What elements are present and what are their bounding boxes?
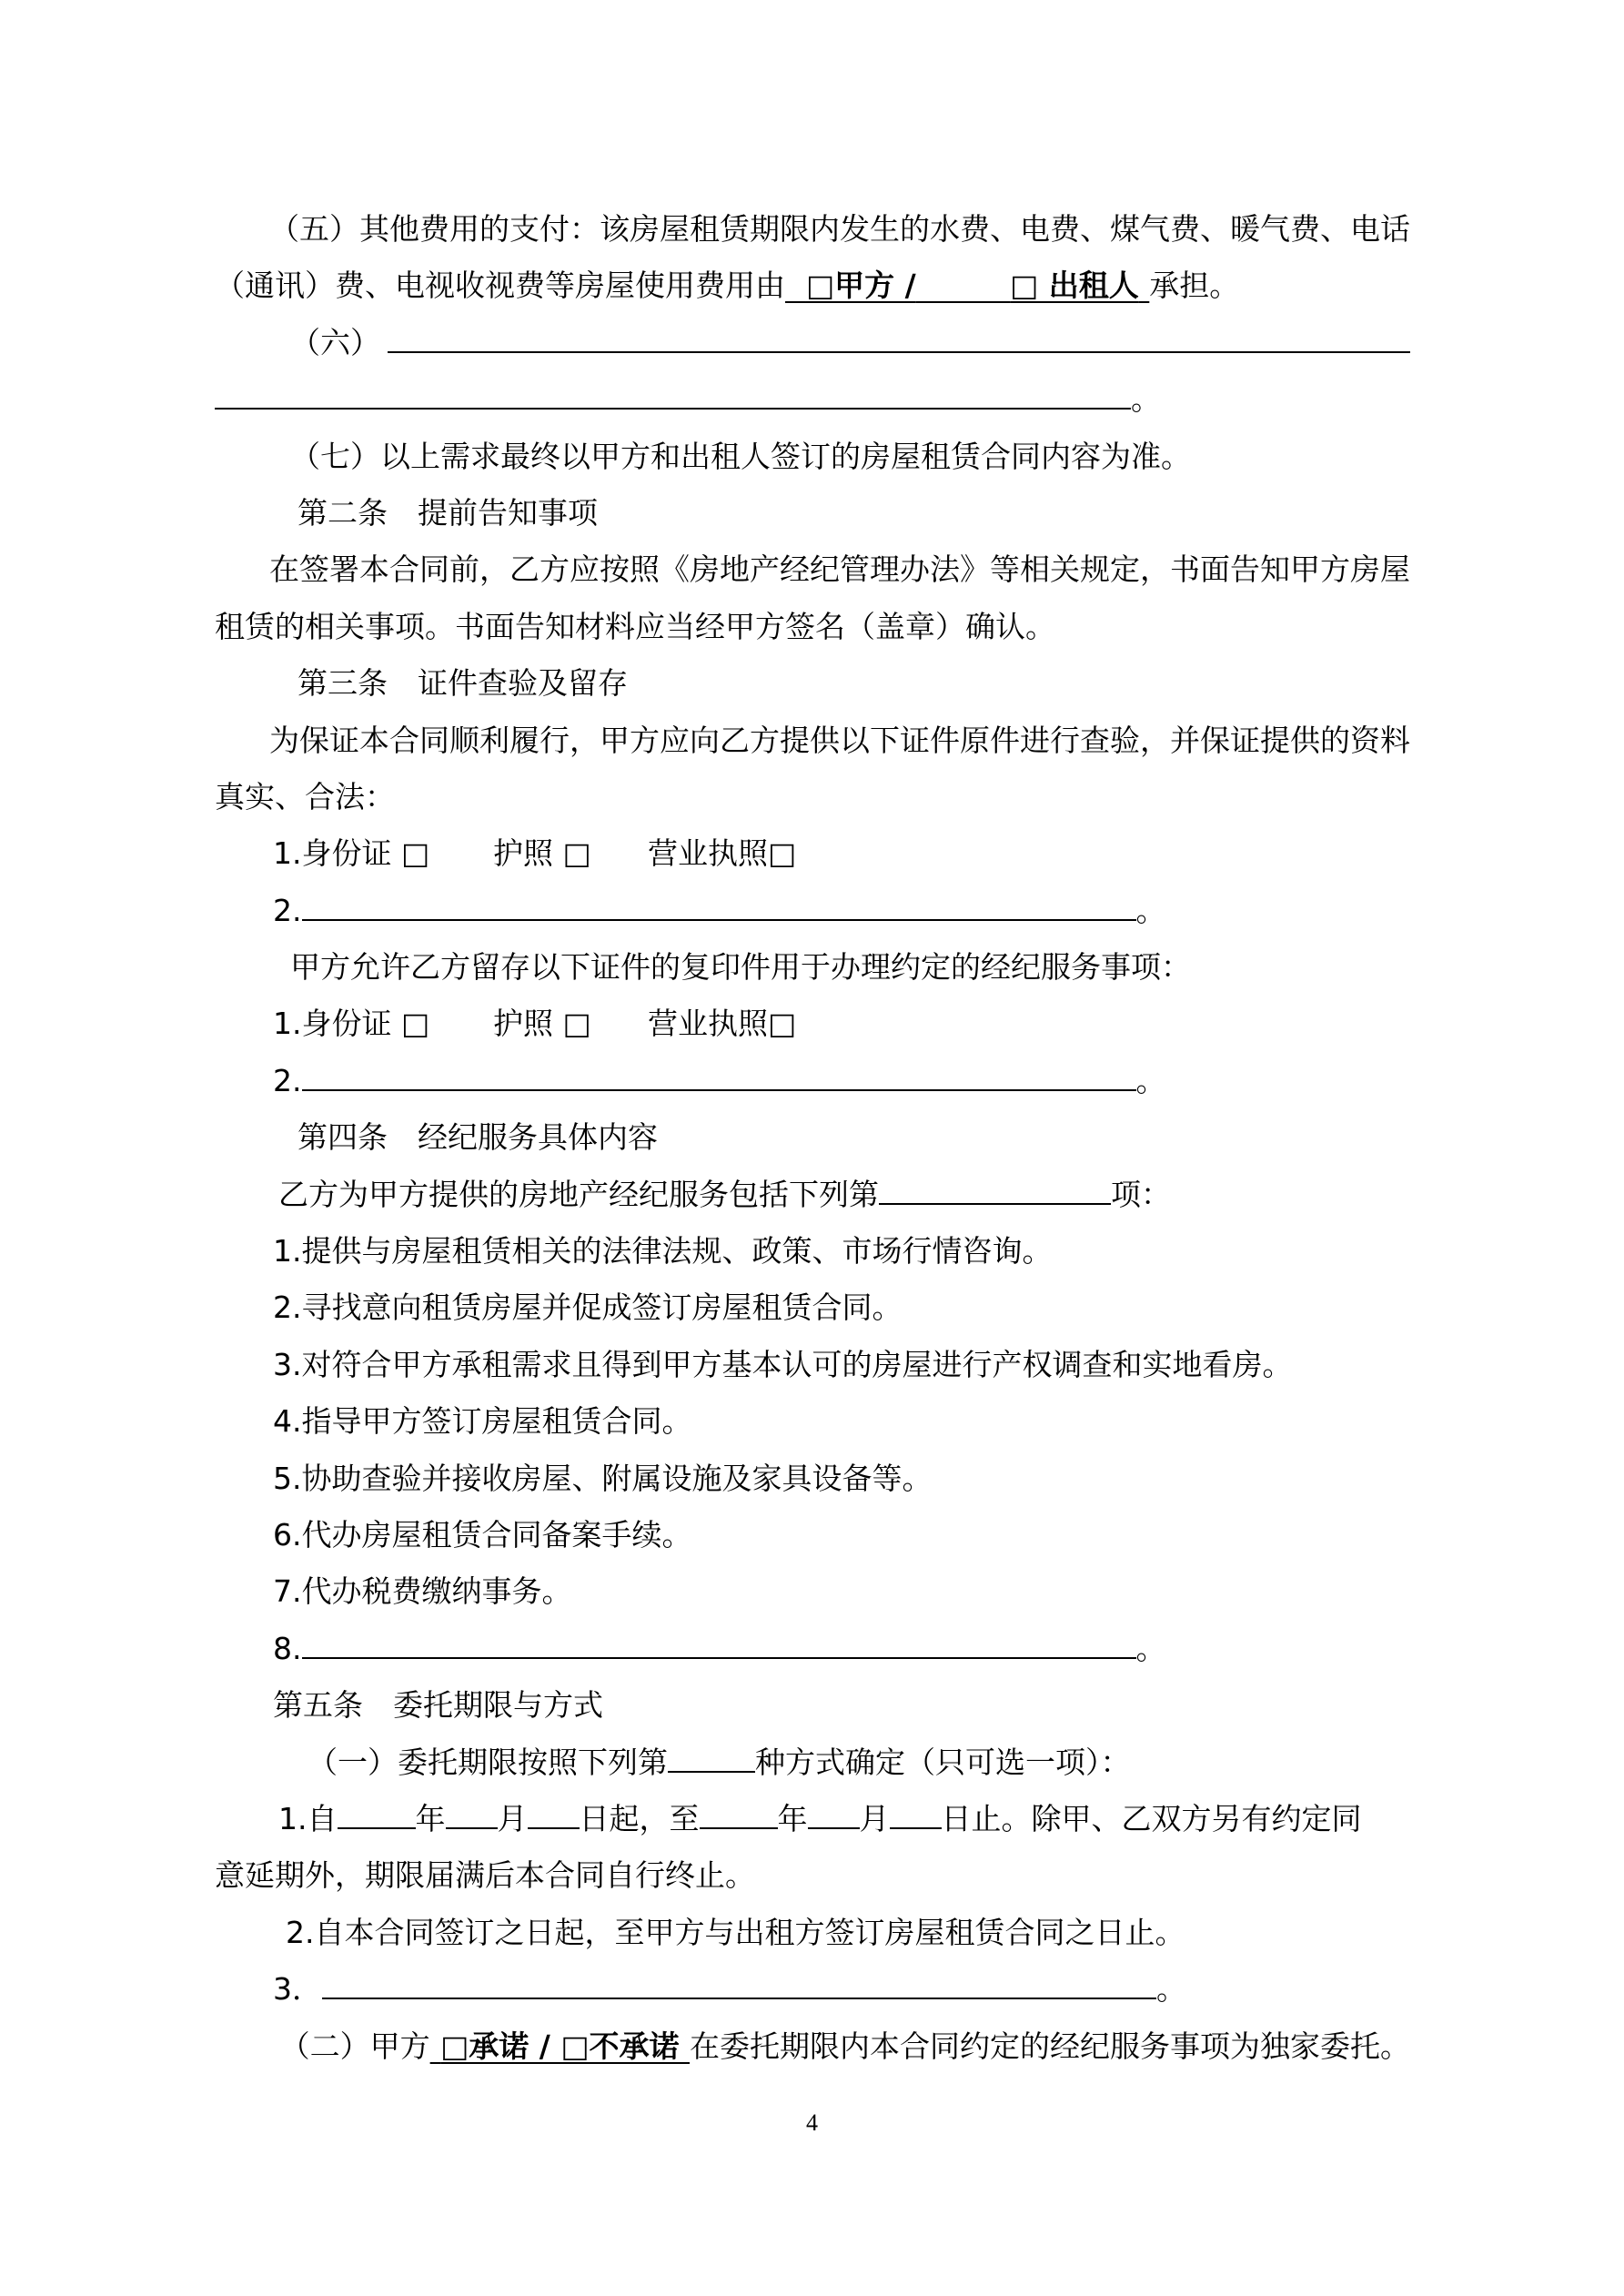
text: 。 (1135, 1062, 1166, 1098)
service-item (215, 1621, 1410, 1677)
text: 1.提供与房屋租赁相关的法律法规、政策、市场行情咨询。 (273, 1233, 1053, 1269)
item-line (215, 1053, 1410, 1109)
start-month-field[interactable] (446, 1791, 498, 1829)
text: 项： (1111, 1176, 1171, 1212)
blank-field[interactable] (388, 315, 1410, 353)
item-line (215, 883, 1410, 939)
blank-field[interactable] (302, 1621, 1136, 1659)
checkbox-id-card[interactable]: 1.身份证 □ (273, 835, 430, 872)
text: 乙方为甲方提供的房地产经纪服务包括下列第 (278, 1176, 879, 1212)
clause-6-cont (215, 371, 1410, 428)
option-lessor[interactable]: □ 出租人 (1010, 268, 1139, 304)
text: 甲方允许乙方留存以下证件的复印件用于办理约定的经纪服务事项： (290, 949, 1191, 986)
heading: 第三条 证件查验及留存 (298, 665, 628, 702)
doc-options-original (215, 825, 1410, 882)
text: 承担。 (1149, 268, 1240, 304)
text: 。 (1135, 1630, 1166, 1666)
text: 日止。除甲、乙双方另有约定同 (941, 1800, 1362, 1836)
blank-field[interactable] (302, 1053, 1136, 1091)
text: 2. (273, 892, 302, 928)
clause-7 (215, 429, 1410, 485)
exclusive-options[interactable] (430, 2018, 690, 2075)
start-day-field[interactable] (528, 1791, 580, 1829)
heading: 第二条 提前告知事项 (298, 494, 598, 531)
text: （二）甲方 (279, 2028, 430, 2064)
text: 3.对符合甲方承租需求且得到甲方基本认可的房屋进行产权调查和实地看房。 (273, 1346, 1293, 1382)
paragraph (215, 769, 1410, 825)
service-item (215, 1223, 1410, 1279)
clause-5 (215, 201, 1410, 258)
text: 年 (415, 1800, 446, 1836)
paragraph (215, 1847, 1410, 1904)
text: 意延期外，期限届满后本合同自行终止。 (215, 1857, 755, 1894)
blank-field[interactable] (302, 883, 1136, 921)
text: 。 (1131, 381, 1161, 418)
start-year-field[interactable] (338, 1791, 416, 1829)
commit-options[interactable]: □承诺 / □不承诺 (440, 2028, 680, 2064)
paragraph (215, 713, 1410, 769)
text: 。 (1135, 892, 1166, 928)
text: 7.代办税费缴纳事务。 (273, 1573, 572, 1610)
text: 月 (859, 1800, 890, 1836)
service-item (215, 1507, 1410, 1563)
article-5-title (215, 1677, 1410, 1734)
heading: 第四条 经纪服务具体内容 (298, 1119, 658, 1156)
checkbox-id-card[interactable]: 1.身份证 □ (273, 1006, 430, 1042)
text: 2.寻找意向租赁房屋并促成签订房屋租赁合同。 (273, 1290, 903, 1326)
text: （六） (290, 324, 380, 360)
payer-options[interactable] (785, 258, 1149, 314)
article-2-title (215, 485, 1410, 541)
text: （一）委托期限按照下列第 (308, 1744, 668, 1780)
paragraph (215, 939, 1410, 996)
doc-options-copy (215, 996, 1410, 1052)
end-month-field[interactable] (808, 1791, 860, 1829)
article-3-title (215, 655, 1410, 712)
end-year-field[interactable] (700, 1791, 778, 1829)
text: 2. (273, 1062, 302, 1098)
text: 在签署本合同前，乙方应按照《房地产经纪管理办法》等相关规定，书面告知甲方房屋 (269, 551, 1410, 588)
text: （七）以上需求最终以甲方和出租人签订的房屋租赁合同内容为准。 (290, 438, 1191, 474)
text: 3． (273, 1971, 322, 2008)
text: 4.指导甲方签订房屋租赁合同。 (273, 1403, 692, 1440)
text: （五）其他费用的支付：该房屋租赁期限内发生的水费、电费、煤气费、暖气费、电话 (269, 211, 1410, 247)
service-item (215, 1563, 1410, 1620)
paragraph (215, 1905, 1410, 1961)
heading: 第五条 委托期限与方式 (273, 1687, 603, 1724)
paragraph (215, 1735, 1410, 1791)
checkbox-business-license[interactable]: 营业执照□ (648, 1006, 797, 1042)
clause-5-cont (215, 258, 1410, 314)
text: 年 (777, 1800, 808, 1836)
service-item (215, 1279, 1410, 1336)
service-item (215, 1337, 1410, 1393)
blank-field[interactable] (879, 1167, 1111, 1205)
text: 月 (497, 1800, 528, 1836)
text: 8. (273, 1630, 302, 1666)
checkbox-passport[interactable]: 护照 □ (493, 835, 591, 872)
paragraph (215, 541, 1410, 598)
date-range (215, 1791, 1410, 1847)
text: 为保证本合同顺利履行，甲方应向乙方提供以下证件原件进行查验，并保证提供的资料 (269, 722, 1410, 758)
checkbox-business-license[interactable]: 营业执照□ (648, 835, 797, 872)
end-day-field[interactable] (890, 1791, 942, 1829)
page-number: 4 (806, 2109, 818, 2136)
blank-field[interactable] (668, 1735, 755, 1773)
blank-field[interactable] (215, 371, 1131, 410)
document-page (215, 201, 1410, 2075)
checkbox-passport[interactable]: 护照 □ (493, 1006, 591, 1042)
paragraph (215, 2018, 1410, 2075)
service-item (215, 1451, 1410, 1507)
text: 真实、合法： (215, 778, 395, 814)
option-party-a[interactable]: □甲方 / (805, 268, 916, 304)
text: 日起，至 (579, 1800, 700, 1836)
text: 在委托期限内本合同约定的经纪服务事项为独家委托。 (690, 2028, 1410, 2064)
text: 6.代办房屋租赁合同备案手续。 (273, 1516, 692, 1553)
paragraph (215, 599, 1410, 655)
text: 5.协助查验并接收房屋、附属设施及家具设备等。 (273, 1460, 933, 1496)
text: 租赁的相关事项。书面告知材料应当经甲方签名（盖章）确认。 (215, 608, 1055, 644)
text: 种方式确定（只可选一项）： (755, 1744, 1131, 1780)
text: （通讯）费、电视收视费等房屋使用费用由 (215, 268, 785, 304)
text: 1.自 (278, 1800, 338, 1836)
clause-6 (215, 315, 1410, 371)
article-4-title (215, 1109, 1410, 1166)
item-line (215, 1961, 1410, 2018)
text: 2.自本合同签订之日起，至甲方与出租方签订房屋租赁合同之日止。 (286, 1914, 1185, 1950)
text: 。 (1156, 1971, 1186, 2008)
paragraph (215, 1167, 1410, 1223)
service-item (215, 1393, 1410, 1450)
blank-field[interactable] (322, 1961, 1156, 1999)
